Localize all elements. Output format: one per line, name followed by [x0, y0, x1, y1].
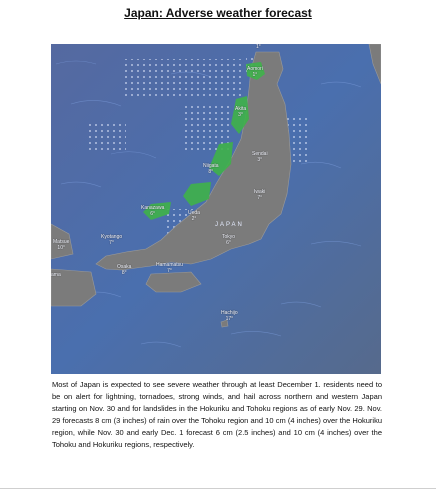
- place-temp: 8°: [208, 169, 214, 175]
- place-kanazawa[interactable]: [141, 205, 164, 217]
- place-sendai[interactable]: [252, 151, 268, 163]
- place-tokyo[interactable]: [222, 234, 235, 246]
- divider: [0, 488, 436, 489]
- place-name: Hamamatsu: [156, 262, 183, 268]
- place-temp: 3°: [238, 112, 243, 118]
- weather-map[interactable]: [51, 44, 381, 374]
- place-hachijo[interactable]: [221, 310, 238, 322]
- place-name: Niigata: [203, 163, 219, 169]
- place-name: Osaka: [117, 264, 132, 270]
- place-name: Aomori: [247, 66, 263, 72]
- place-temp: 1°: [256, 44, 261, 50]
- place-name: Iwaki: [254, 189, 266, 195]
- place-name: Sendai: [252, 151, 268, 157]
- country-label: JAPAN: [215, 222, 244, 228]
- place-niigata[interactable]: [203, 163, 219, 175]
- place-top[interactable]: [256, 44, 261, 50]
- place-temp: 8°: [121, 270, 127, 276]
- place-name: Matsue: [53, 239, 70, 245]
- place-name: Akita: [235, 106, 247, 112]
- place-name: Tokyo: [222, 234, 236, 240]
- place-name: Ueda: [188, 210, 200, 216]
- place-aomori[interactable]: [247, 66, 263, 78]
- place-temp: 3°: [257, 157, 263, 163]
- place-temp: 10°: [57, 245, 65, 251]
- place-temp: 7°: [257, 195, 263, 201]
- place-name: Hachijo: [221, 310, 238, 316]
- place-osaka[interactable]: [117, 264, 131, 276]
- place-temp: 7°: [167, 268, 172, 274]
- place-name: Kanazawa: [141, 205, 165, 211]
- place-temp: 6°: [150, 211, 156, 217]
- place-temp: 7°: [109, 240, 114, 246]
- place-temp: 6°: [226, 240, 231, 246]
- forecast-paragraph: Most of Japan is expected to see severe weather through at least December 1. residents need to be on alert for lightning, tornadoes, strong winds, and hail across northern and western Japan starting on Nov. 30 and for landslides in the Hokuriku and Tohoku regions as of early Nov. 29. Nov. 29 forecasts 8 cm (3 inches) of rain over the Tohoku region and 10 cm (4 inches) over the Hokuriku region, while Nov. 30 and early Dec. 1 forecast 6 cm (2.5 inches) and 10 cm (4 inches) over the Tohoku and Hokuriku regions, respectively.: [52, 380, 382, 449]
- place-temp: 1°: [252, 72, 258, 78]
- place-ueda[interactable]: [188, 210, 200, 222]
- place-temp: 2°: [191, 216, 197, 222]
- map-graphic: [51, 44, 381, 374]
- place-matsue[interactable]: [53, 239, 69, 251]
- page-title: Japan: Adverse weather forecast: [124, 6, 312, 20]
- place-west[interactable]: [51, 272, 61, 278]
- place-akita[interactable]: [235, 106, 246, 118]
- place-name: ama: [51, 272, 61, 278]
- place-temp: 17°: [225, 316, 234, 322]
- place-kyotango[interactable]: [101, 234, 122, 246]
- place-iwaki[interactable]: [254, 189, 265, 201]
- place-hamamatsu[interactable]: [156, 262, 183, 274]
- place-name: Kyotango: [101, 234, 123, 240]
